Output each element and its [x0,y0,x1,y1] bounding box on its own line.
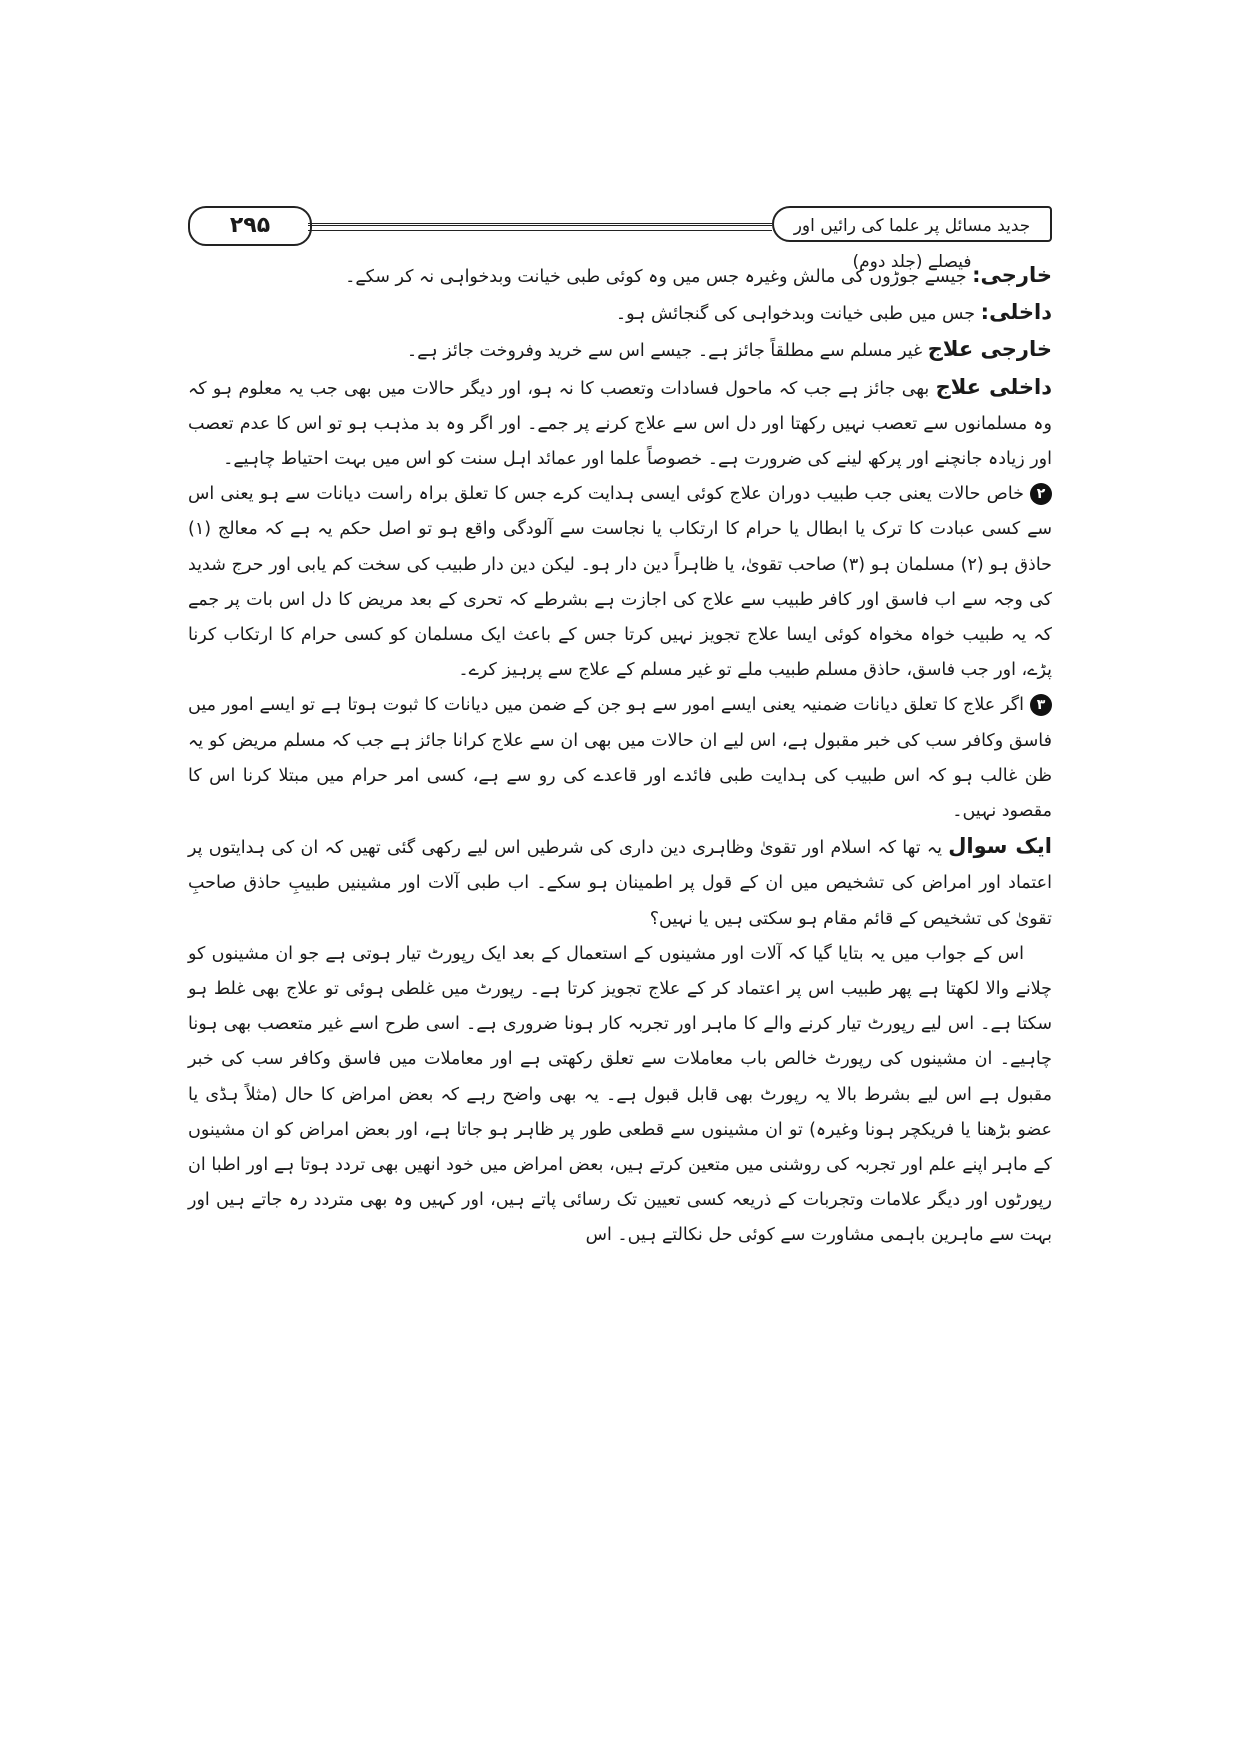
header-rule-thin [308,230,772,231]
paragraph-point-2 [188,477,1052,688]
paragraph-text: غیر مسلم سے مطلقاً جائز ہے۔ جیسے اس سے خرید وفروخت جائز ہے۔ [406,341,928,362]
paragraph-text: بھی جائز ہے جب کہ ماحول فسادات وتعصب کا نہ ہو، اور دیگر حالات میں بھی جب یہ معلوم ہو کہ وہ مسلمانوں سے تعصب نہیں رکھتا اور دل اس سے علاج کرنے پر جمے۔ اور اگر وہ بد مذہب ہو تو اس کا عدم تعصب اور زیادہ جانچنے اور پرکھ لینے کی ضرورت ہے۔ خصوصاً علما اور عمائد اہل سنت کو اس میں بہت احتیاط چاہیے۔ [188,378,1052,470]
paragraph-text: خاص حالات یعنی جب طبیب دوران علاج کوئی ایسی ہدایت کرے جس کا تعلق براہ راست دیانات سے ہو یعنی اس سے کسی عبادت کا ترک یا ابطال یا حرام کا ارتکاب یا نجاست سے آلودگی واقع ہو تو اصل حکم یہ ہے کہ معالج (۱) حاذق ہو (۲) مسلمان ہو (۳) صاحب تقویٰ، یا ظاہراً دین دار ہو۔ لیکن دین دار طبیب کی سخت کم یابی اور حرج شدید کی وجہ سے اب فاسق اور کافر طبیب سے علاج کی اجازت ہے بشرطے کہ تحری کے بعد مریض کا دل اس بات پر جمے کہ یہ طبیب خواہ مخواہ کوئی ایسا علاج تجویز نہیں کرتا جس کے باعث ایک مسلمان کو کسی حرام کا ارتکاب کرنا پڑے، اور جب فاسق، حاذق مسلم طبیب ملے تو غیر مسلم کے علاج سے پرہیز کرے۔ [188,484,1052,681]
header-rule [308,223,772,226]
page-number: ۲۹۵ [188,206,312,246]
page-body [188,258,1052,1254]
paragraph-answer: اس کے جواب میں یہ بتایا گیا کہ آلات اور مشینوں کے استعمال کے بعد ایک رپورٹ تیار ہوتی ہے جو ان مشینوں کو چلانے والا لکھتا ہے پھر طبیب اس پر اعتماد کر کے علاج تجویز کرتا ہے۔ رپورٹ میں غلطی ہوئی تو علاج بھی غلط ہو سکتا ہے۔ اس لیے رپورٹ تیار کرنے والے کا ماہر اور تجربہ کار ہونا ضروری ہے۔ اسی طرح اسے غیر متعصب بھی ہونا چاہیے۔ ان مشینوں کی رپورٹ خالص باب معاملات سے تعلق رکھتی ہے اور معاملات میں فاسق وکافر سب کی خبر مقبول ہے اس لیے بشرط بالا یہ رپورٹ بھی قابل قبول ہے۔ یہ بھی واضح رہے کہ بعض امراض کا حال (مثلاً ہڈی یا عضو بڑھنا یا فریکچر ہونا وغیرہ) تو ان مشینوں سے قطعی طور پر ظاہر ہو جاتا ہے، اور بعض امراض کو ان مشینوں کے ماہر اپنے علم اور تجربہ کی روشنی میں متعین کرتے ہیں، بعض امراض میں خود انھیں بھی تردد ہوتا ہے اور اطبا ان رپورٹوں اور دیگر علامات وتجربات کے ذریعہ کسی تعیین تک رسائی پاتے ہیں، اور کہیں وہ بھی متردد رہ جاتے ہیں اور بہت سے ماہرین باہمی مشاورت سے کوئی حل نکالتے ہیں۔ اس [188,943,1052,1246]
term-kharji: خارجی: [972,263,1052,287]
paragraph-dakhli-ilaj [188,370,1052,478]
paragraph-text: جس میں طبی خیانت وبدخواہی کی گنجائش ہو۔ [615,304,981,325]
term-kharji-ilaj: خارجی علاج [927,337,1052,362]
term-dakhli: داخلی: [980,300,1052,325]
paragraph-dakhli [188,295,1052,332]
paragraph-text: اگر علاج کا تعلق دیانات ضمنیہ یعنی ایسے امور سے ہو جن کے ضمن میں دیانات کا ثبوت ہوتا ہے تو ایسے امور میں فاسق وکافر سب کی خبر مقبول ہے، اس لیے ان حالات میں بھی ان سے علاج کرانا جائز ہے جب کہ مسلم مریض کو یہ ظن غالب ہو کہ اس طبیب کی ہدایت طبی فائدے اور قاعدے کی رو سے ہے، کسی امر حرام میں مبتلا کرنا اس کا مقصود نہیں۔ [188,695,1052,822]
paragraph-kharji [188,258,1052,295]
paragraph-point-3 [188,688,1052,829]
point-number-badge: ۳ [1030,694,1052,716]
paragraph-text: یہ تھا کہ اسلام اور تقویٰ وظاہری دین داری کی شرطیں اس لیے رکھی گئی تھیں کہ ان کی ہدایتوں پر اعتماد اور امراض کی تشخیص میں ان کے قول پر اطمینان ہو سکے۔ اب طبی آلات اور مشینیں طبیبِ حاذق صاحبِ تقویٰ کی تشخیص کے قائم مقام ہو سکتی ہیں یا نہیں؟ [188,838,1052,929]
paragraph-question [188,829,1052,937]
term-ek-sawal: ایک سوال [948,834,1052,859]
term-dakhli-ilaj: داخلی علاج [935,374,1052,399]
paragraph-text: جیسے جوڑوں کی مالش وغیرہ جس میں وہ کوئی طبی خیانت وبدخواہی نہ کر سکے۔ [345,267,973,287]
paragraph-kharji-ilaj [188,332,1052,369]
book-title: جدید مسائل پر علما کی رائیں اور فیصلے (جلد دوم) [772,206,1052,242]
page-header [188,206,1052,272]
point-number-badge: ۲ [1030,483,1052,505]
